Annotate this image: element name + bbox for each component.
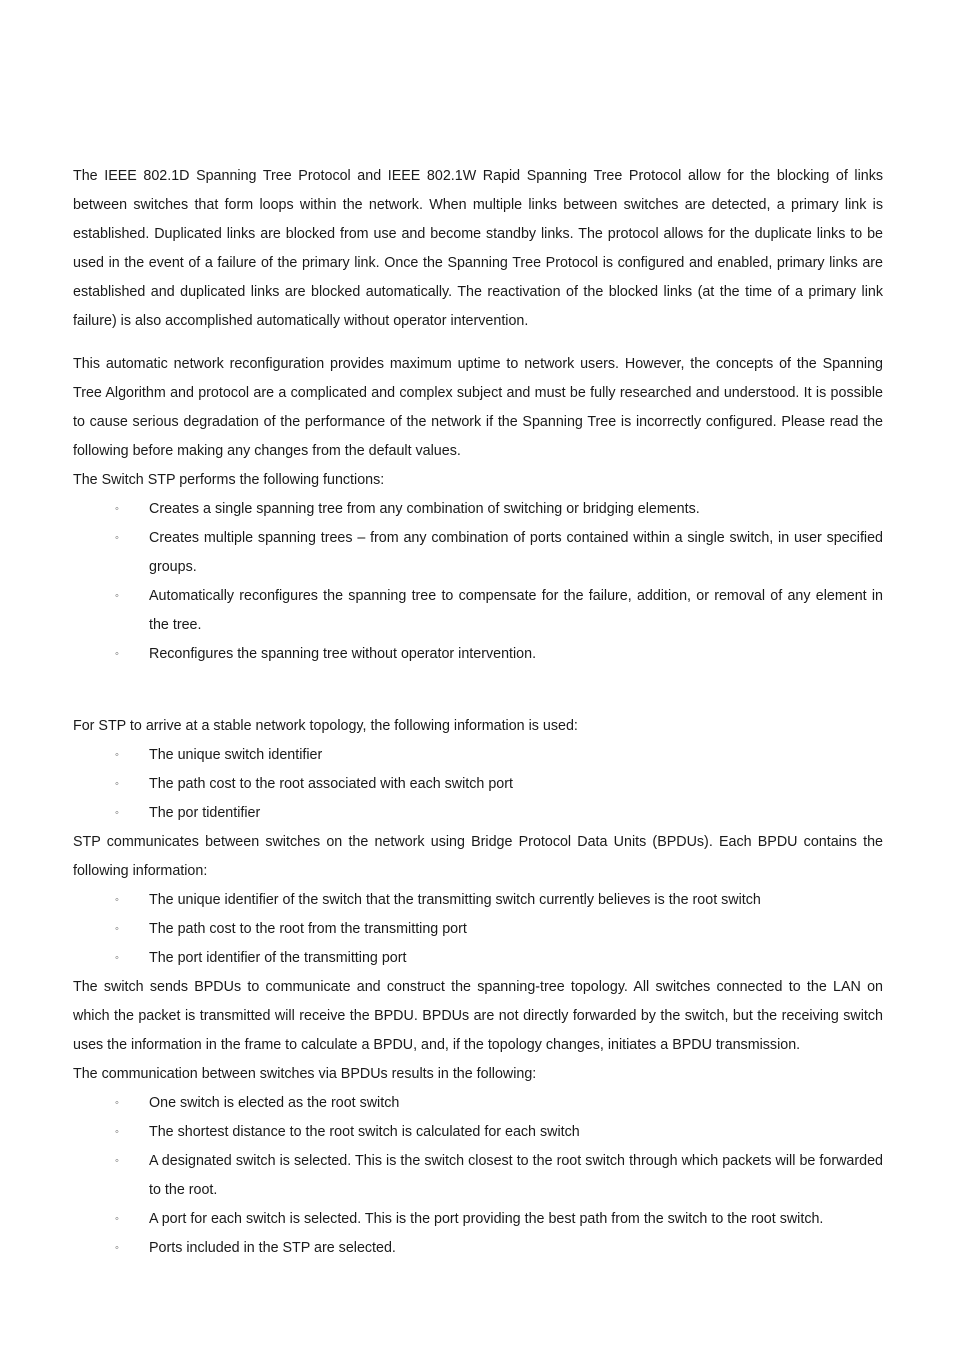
topology-intro: For STP to arrive at a stable network topology, the following information is used: <box>73 718 578 734</box>
stp-functions-intro: The Switch STP performs the following functions: <box>73 472 385 488</box>
list-item: ◦ The por tidentifier <box>73 799 883 828</box>
list-item: ◦ The shortest distance to the root switch is calculated for each switch <box>73 1118 883 1147</box>
bullet-icon: ◦ <box>115 923 119 935</box>
bullet-icon: ◦ <box>115 894 119 906</box>
bullet-icon: ◦ <box>115 590 119 602</box>
list-item: ◦ Ports included in the STP are selected. <box>73 1234 883 1263</box>
bpdu-send-paragraph: The switch sends BPDUs to communicate and construct the spanning-tree topology. All switches connected to the LAN on which the packet is transmitted will receive the BPDU. BPDUs are not directly forwarded by the switch, but the receiving switch uses the information in the frame to calculate a BPDU, and, if the topology changes, initiates a BPDU transmission. <box>73 979 883 1053</box>
list-item: ◦ The unique identifier of the switch that the transmitting switch currently believes is the root switch <box>73 886 883 915</box>
list-item: ◦ Reconfigures the spanning tree without operator intervention. <box>73 640 883 669</box>
bullet-icon: ◦ <box>115 648 119 660</box>
bpdu-intro: STP communicates between switches on the network using Bridge Protocol Data Units (BPDUs). Each BPDU contains the following information: <box>73 834 883 879</box>
intro-paragraph-1: The IEEE 802.1D Spanning Tree Protocol and IEEE 802.1W Rapid Spanning Tree Protocol allow for the blocking of links between switches that form loops within the network. When multiple links between switches are detected, a primary link is established. Duplicated links are blocked from use and become standby links. The protocol allows for the duplicate links to be used in the event of a failure of the primary link. Once the Spanning Tree Protocol is configured and enabled, primary links are established and duplicated links are blocked automatically. The reactivation of the blocked links (at the time of a primary link failure) is also accomplished automatically without operator intervention. <box>73 168 883 329</box>
intro-paragraph-2: This automatic network reconfiguration provides maximum uptime to network users. However, the concepts of the Spanning Tree Algorithm and protocol are a complicated and complex subject and must be fully researched and understood. It is possible to cause serious degradation of the performance of the network if the Spanning Tree is incorrectly configured. Please read the following before making any changes from the default values. <box>73 356 883 459</box>
document-page <box>73 162 883 1263</box>
bullet-icon: ◦ <box>115 1242 119 1254</box>
bullet-icon: ◦ <box>115 503 119 515</box>
bullet-icon: ◦ <box>115 807 119 819</box>
stp-functions-list <box>73 495 883 669</box>
bullet-icon: ◦ <box>115 778 119 790</box>
topology-info-list <box>73 741 883 828</box>
list-item: ◦ Automatically reconfigures the spanning tree to compensate for the failure, addition, or removal of any element in the tree. <box>73 582 883 640</box>
bullet-icon: ◦ <box>115 532 119 544</box>
bullet-icon: ◦ <box>115 1097 119 1109</box>
bpdu-results-intro: The communication between switches via BPDUs results in the following: <box>73 1066 537 1082</box>
bullet-icon: ◦ <box>115 952 119 964</box>
list-item: ◦ Creates a single spanning tree from any combination of switching or bridging elements. <box>73 495 883 524</box>
bullet-icon: ◦ <box>115 1213 119 1225</box>
list-item: ◦ The unique switch identifier <box>73 741 883 770</box>
bullet-icon: ◦ <box>115 1155 119 1167</box>
list-item: ◦ The port identifier of the transmitting port <box>73 944 883 973</box>
bpdu-results-list <box>73 1089 883 1263</box>
list-item: ◦ Creates multiple spanning trees – from any combination of ports contained within a single switch, in user specified groups. <box>73 524 883 582</box>
list-item: ◦ The path cost to the root from the transmitting port <box>73 915 883 944</box>
bpdu-info-list <box>73 886 883 973</box>
list-item: ◦ A port for each switch is selected. This is the port providing the best path from the switch to the root switch. <box>73 1205 883 1234</box>
bullet-icon: ◦ <box>115 749 119 761</box>
list-item: ◦ The path cost to the root associated with each switch port <box>73 770 883 799</box>
list-item: ◦ One switch is elected as the root switch <box>73 1089 883 1118</box>
list-item: ◦ A designated switch is selected. This is the switch closest to the root switch through which packets will be forwarded to the root. <box>73 1147 883 1205</box>
bullet-icon: ◦ <box>115 1126 119 1138</box>
